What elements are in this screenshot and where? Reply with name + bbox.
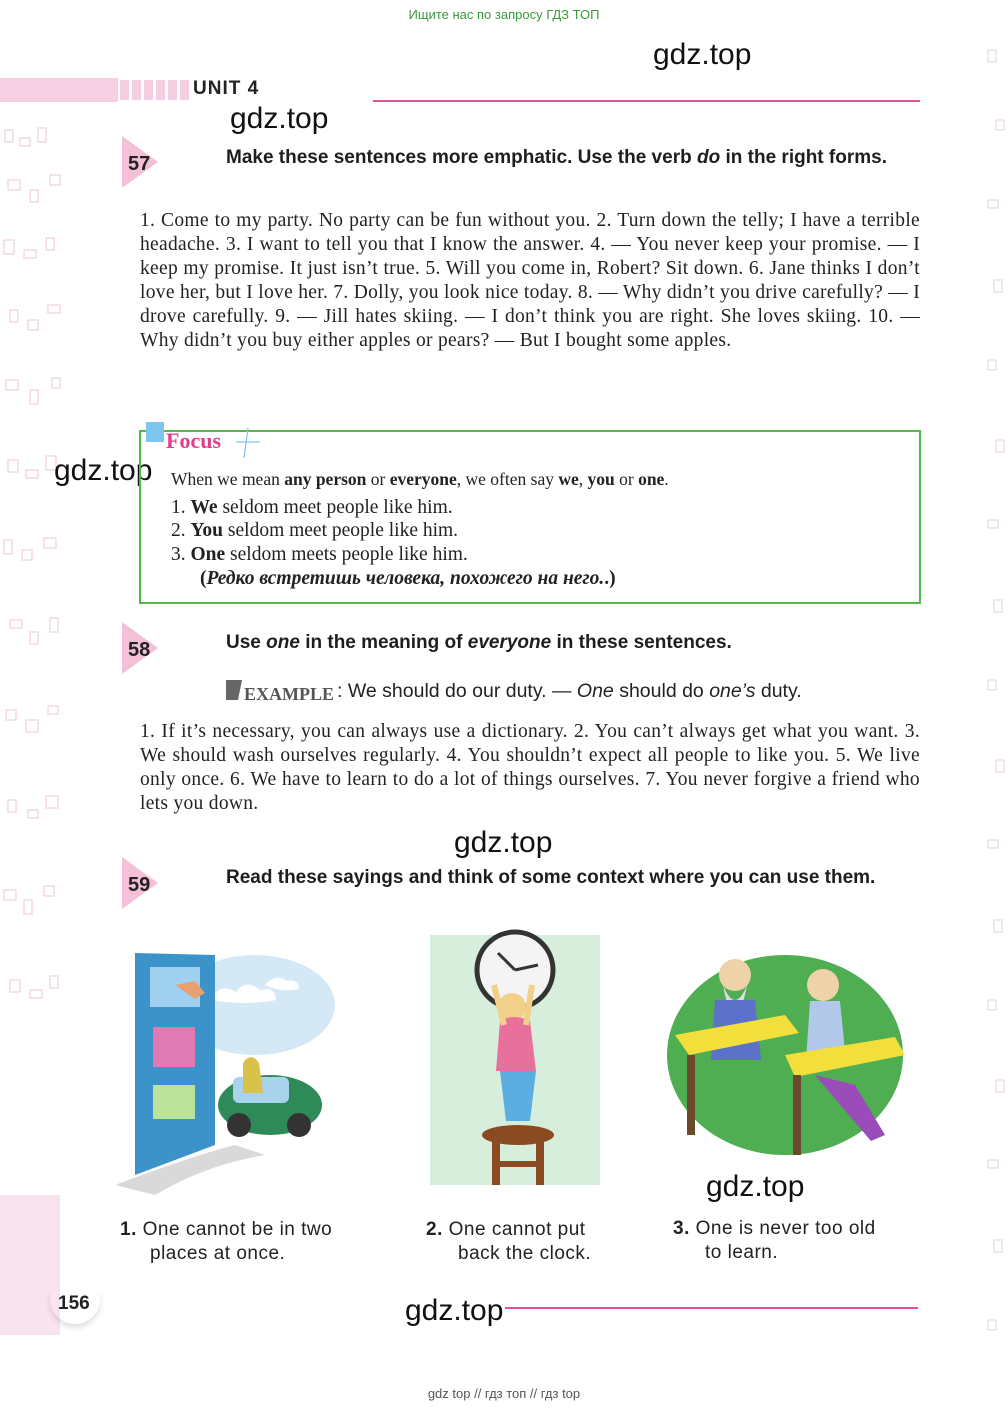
unit-label: UNIT 4	[193, 78, 260, 99]
exercise-59-badge	[120, 857, 156, 909]
focus-label-badge	[144, 418, 274, 467]
focus-intro: When we mean any person or everyone, we often say we, you or one.	[171, 469, 669, 489]
caption-1: 1. One cannot be in two places at once.	[120, 1219, 333, 1264]
top-banner: Ищите нас по запросу ГДЗ ТОП	[408, 7, 600, 22]
corner-decoration	[0, 1195, 60, 1335]
exercise-58-text: 1. If it’s necessary, you can always use a dictionary. 2. You can’t always get what you want. 3. We should wash ourselves regularly. 4. You shouldn’t expect all people to like you. 5. We live only once. 6. We have to learn to do a lot of things ourselves. 7. You never forgive a friend who lets you down.	[140, 721, 920, 814]
unit-strip	[0, 78, 118, 102]
exercise-58-instruction: Use one in the meaning of everyone in these sentences.	[226, 632, 732, 653]
focus-example-2: 2. You seldom meet people like him.	[171, 520, 459, 541]
focus-example-1: 1. We seldom meet people like him.	[171, 497, 453, 518]
exercise-number: 57	[128, 153, 151, 175]
left-decorative-pattern	[0, 120, 70, 1040]
focus-translation: (Редко встретишь человека, похожего на него..)	[200, 568, 616, 589]
illustration-classroom	[665, 945, 910, 1175]
unit-strip-pattern	[120, 80, 190, 100]
exercise-57-text: 1. Come to my party. No party can be fun without you. 2. Turn down the telly; I have a terrible headache. 3. I want to tell you that I know the answer. 4. — You never keep your promise. — I keep my promise. It just isn’t true. 5. Will you come in, Robert? Sit down. 6. Jane thinks I don’t love her, but I love her. 7. Dolly, you look nice today. 8. — Why didn’t you drive carefully? — I drove carefully. 9. — Jill hates skiing. — I don’t think you are right. She loves skiing. 10. — Why didn’t you buy either apples or pears? — But I bought some apples.	[140, 210, 920, 351]
illustration-building-car	[115, 945, 345, 1195]
caption-2: 2. One cannot put back the clock.	[426, 1219, 592, 1264]
watermark: gdz.top	[454, 826, 553, 859]
focus-label: Focus	[166, 428, 221, 453]
watermark: gdz.top	[405, 1294, 504, 1327]
illustration-boy-clock	[420, 925, 610, 1190]
header-rule	[373, 100, 920, 102]
watermark: gdz.top	[706, 1170, 805, 1203]
example-label-badge	[226, 676, 346, 704]
exercise-number: 59	[128, 874, 151, 896]
caption-3: 3. One is never too old to learn.	[673, 1218, 876, 1263]
exercise-59-instruction: Read these sayings and think of some context where you can use them.	[226, 867, 876, 888]
example-sentence: : We should do our duty. — One should do one’s duty.	[337, 680, 802, 702]
example-label: EXAMPLE	[244, 684, 334, 704]
watermark: gdz.top	[230, 102, 329, 135]
watermark: gdz.top	[54, 454, 153, 487]
watermark: gdz.top	[653, 38, 752, 71]
focus-example-3: 3. One seldom meets people like him.	[171, 544, 468, 565]
page-number: 156	[58, 1293, 90, 1314]
footer-links: gdz top // гдз топ // гдз top	[427, 1386, 581, 1401]
exercise-number: 58	[128, 639, 151, 661]
footer-rule	[505, 1307, 918, 1309]
right-decorative-pattern	[984, 30, 1008, 1370]
exercise-57-instruction: Make these sentences more emphatic. Use the verb do in the right forms.	[226, 147, 887, 168]
exercise-57-badge	[120, 136, 156, 188]
exercise-58-badge	[120, 622, 156, 674]
